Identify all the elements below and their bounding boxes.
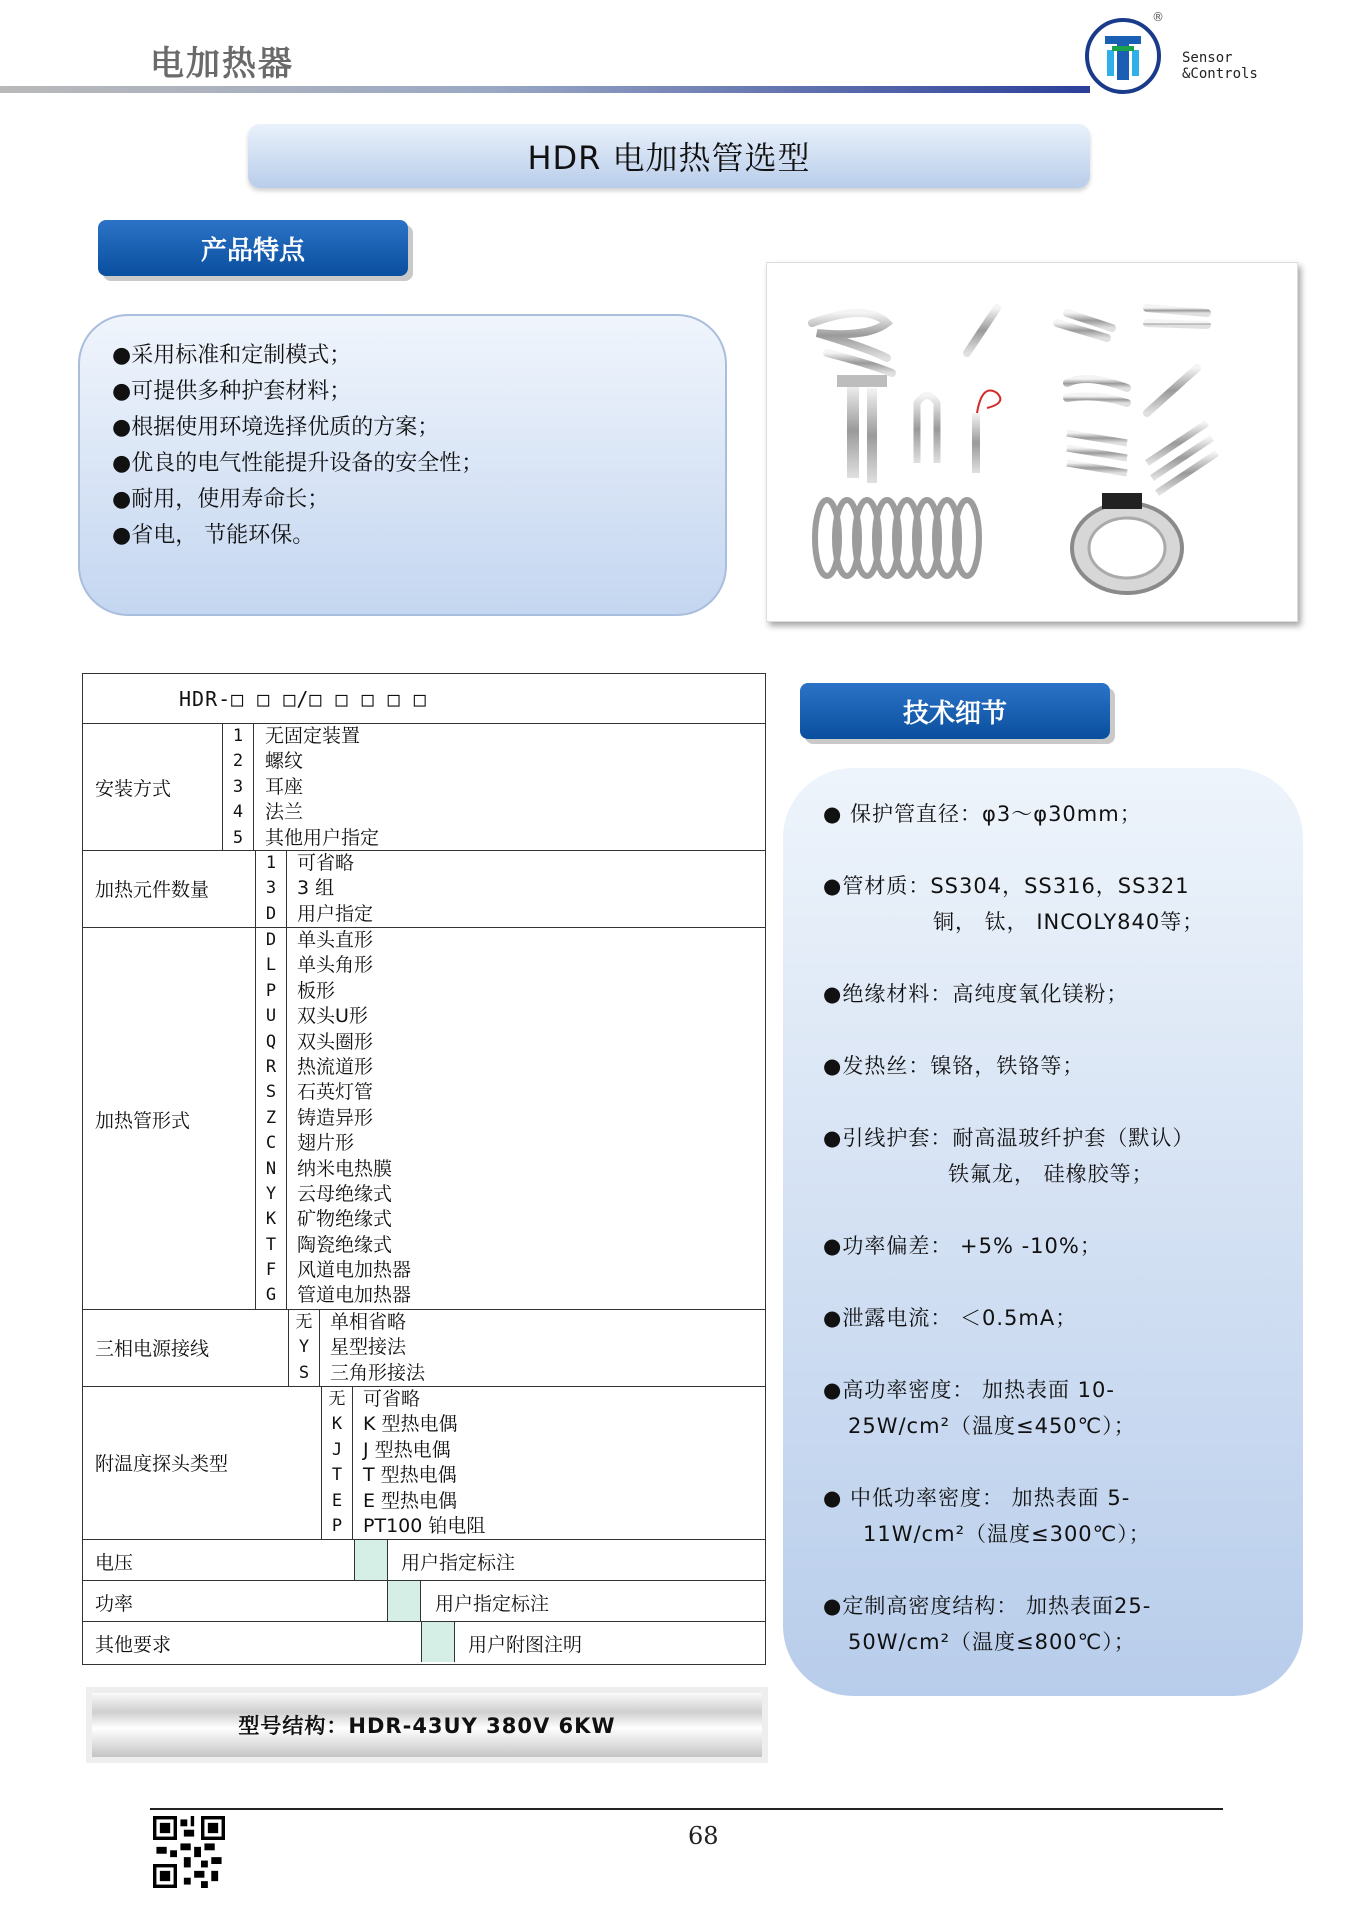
- code-cell: [421, 1622, 455, 1662]
- tech-item: ●高功率密度： 加热表面 10- 25W/cm²（温度≤450℃）；: [823, 1378, 1136, 1438]
- company-logo: [1083, 16, 1163, 96]
- tech-item: ● 中低功率密度： 加热表面 5- 11W/cm²（温度≤300℃）；: [823, 1486, 1151, 1546]
- registered-mark: ®: [1152, 10, 1164, 24]
- row-desc: 用户指定标注: [435, 1593, 550, 1615]
- qr-code-icon: [153, 1816, 225, 1888]
- code-column: 无 K J T E P: [321, 1387, 353, 1539]
- page-header-title: 电加热器: [150, 44, 294, 84]
- desc-column: 单头直形 单头角形 板形 双头U形 双头圈形 热流道形 石英灯管 铸造异形 翅片形 纳米电热膜 云母绝缘式 矿物绝缘式 陶瓷绝缘式 风道电加热器 管道电加热器: [297, 929, 412, 1307]
- page-number: 68: [688, 1822, 719, 1850]
- feature-item: ●采用标准和定制模式；: [112, 343, 352, 368]
- table-row: [83, 851, 765, 928]
- model-structure-example: 型号结构：HDR-43UY 380V 6KW: [92, 1693, 762, 1757]
- code-column: D L P U Q R S Z C N Y K T F G: [255, 928, 287, 1309]
- tech-item: ●引线护套：耐高温玻纤护套（默认） 铁氟龙， 硅橡胶等；: [823, 1126, 1195, 1186]
- table-row: [83, 1622, 765, 1663]
- features-section-tab: 产品特点: [98, 220, 408, 276]
- code-column: 1 3 D: [255, 851, 287, 927]
- row-desc: 用户指定标注: [401, 1552, 516, 1574]
- feature-item: ●省电， 节能环保。: [112, 523, 315, 548]
- row-label: 附温度探头类型: [95, 1453, 229, 1475]
- tech-item: ●定制高密度结构： 加热表面25- 50W/cm²（温度≤800℃）；: [823, 1594, 1152, 1654]
- row-label: 加热元件数量: [95, 879, 210, 901]
- tech-item: ●泄露电流： ＜0.5mA；: [823, 1306, 1078, 1330]
- desc-column: 可省略 K 型热电偶 J 型热电偶 T 型热电偶 E 型热电偶 PT100 铂电阻: [363, 1388, 486, 1537]
- code-cell: [387, 1581, 421, 1621]
- heater-products-illustration: [767, 263, 1297, 621]
- footer-rule: [150, 1808, 1223, 1810]
- code-cell: [354, 1540, 388, 1580]
- row-label: 电压: [95, 1552, 134, 1574]
- tech-item: ●管材质：SS304，SS316，SS321 铜， 钛， INCOLY840等；: [823, 874, 1205, 934]
- tech-item: ●发热丝：镍铬，铁铬等；: [823, 1054, 1085, 1078]
- tech-details-panel: [783, 768, 1303, 1696]
- feature-item: ●根据使用环境选择优质的方案；: [112, 415, 440, 440]
- table-row: [83, 1581, 765, 1622]
- header-rule: [0, 86, 1090, 93]
- feature-item: ●优良的电气性能提升设备的安全性；: [112, 451, 484, 476]
- table-row: [83, 724, 765, 851]
- row-desc: 用户附图注明: [468, 1634, 583, 1656]
- row-label: 安装方式: [95, 778, 172, 800]
- table-row: [83, 1540, 765, 1581]
- row-label: 加热管形式: [95, 1110, 191, 1132]
- feature-item: ●耐用，使用寿命长；: [112, 487, 330, 512]
- row-label: 其他要求: [95, 1634, 172, 1656]
- row-label: 三相电源接线: [95, 1338, 210, 1360]
- code-column: 1 2 3 4 5: [222, 724, 254, 850]
- product-photo: [766, 262, 1298, 622]
- model-code-row: HDR-□ □ □/□ □ □ □ □: [83, 674, 765, 724]
- table-row: [83, 1387, 765, 1540]
- desc-column: 单相省略 星型接法 三角形接法: [330, 1311, 426, 1384]
- tech-item: ●绝缘材料：高纯度氧化镁粉；: [823, 982, 1129, 1006]
- table-row: [83, 1310, 765, 1387]
- code-column: 无 Y S: [288, 1310, 320, 1386]
- tech-item: ● 保护管直径：φ3～φ30mm；: [823, 802, 1142, 826]
- tech-section-tab: 技术细节: [800, 683, 1110, 739]
- feature-item: ●可提供多种护套材料；: [112, 379, 352, 404]
- table-row: [83, 928, 765, 1310]
- row-label: 功率: [95, 1593, 134, 1615]
- logo-wordmark: Sensor &Controls: [1182, 50, 1258, 82]
- tech-item: ●功率偏差： +5% -10%；: [823, 1234, 1102, 1258]
- features-panel: [78, 314, 727, 616]
- page-title: HDR 电加热管选型: [248, 124, 1090, 188]
- model-selection-table: [82, 673, 766, 1665]
- desc-column: 可省略 3 组 用户指定: [297, 852, 374, 925]
- desc-column: 无固定装置 螺纹 耳座 法兰 其他用户指定: [265, 725, 380, 849]
